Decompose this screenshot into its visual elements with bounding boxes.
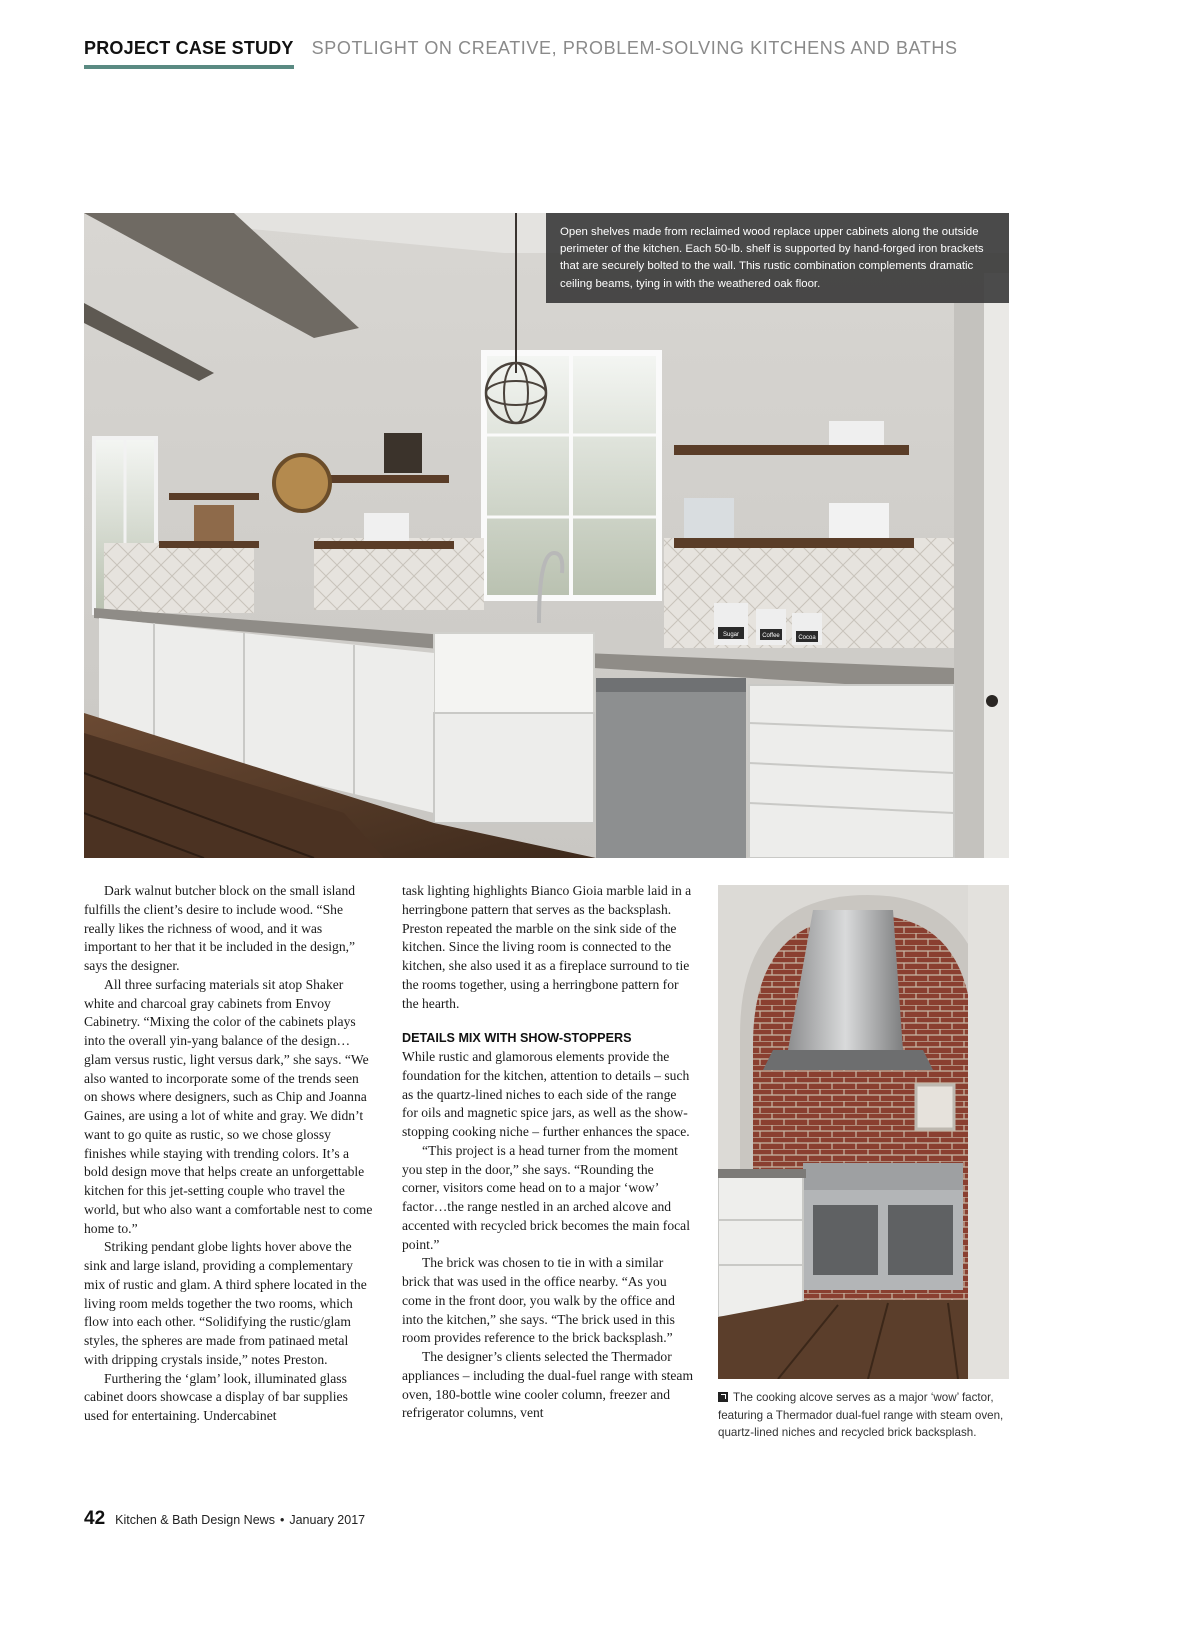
kitchen-sink-wall-photo xyxy=(84,213,1009,858)
jar-label-cocoa: Cocoa xyxy=(798,635,816,641)
page-number: 42 xyxy=(84,1508,106,1529)
section-subtitle: SPOTLIGHT ON CREATIVE, PROBLEM-SOLVING KITCHENS AND BATHS xyxy=(311,38,958,58)
publication-name: Kitchen & Bath Design News xyxy=(115,1513,275,1527)
jar-label-sugar: Sugar xyxy=(722,632,740,638)
paragraph: Striking pendant globe lights hover above the sink and large island, providing a complementary mix of rustic and glam. A third sphere located in the living room melds together the two rooms, which flow into each other. “Solidifying the rustic/glam styles, the spheres are made from patinaed metal with dripping crystals inside,” notes Preston. xyxy=(84,1239,367,1367)
body-column-2 xyxy=(402,882,694,1423)
footer-separator: • xyxy=(279,1513,285,1527)
page-footer xyxy=(84,1508,365,1530)
paragraph: Furthering the ‘glam’ look, illuminated glass cabinet doors showcase a display of bar supplies used for entertaining. Undercabinet xyxy=(84,1370,348,1423)
paragraph: “This project is a head turner from the moment you step in the door,” she says. “Rounding the corner, visitors come head on to a major ‘wow’ factor…the range nestled in an arched alcove and accented with recycled brick becomes the main focal point.” xyxy=(402,1142,690,1252)
body-column-1 xyxy=(84,882,374,1426)
cooking-alcove-photo xyxy=(718,885,1009,1379)
alcove-photo-caption xyxy=(718,1389,1010,1442)
section-label: PROJECT CASE STUDY xyxy=(84,38,294,69)
alcove-caption-text: The cooking alcove serves as a major ‘wow’ factor, featuring a Thermador dual-fuel range with steam oven, quartz-lined niches and recycled brick backsplash. xyxy=(718,1391,1004,1439)
paragraph: While rustic and glamorous elements provide the foundation for the kitchen, attention to details – such as the quartz-lined niches to each side of the range for oils and magnetic spice jars, as well as the show-stopping cooking niche – further enhances the space. xyxy=(402,1049,690,1139)
paragraph: task lighting highlights Bianco Gioia marble laid in a herringbone pattern that serves as the backsplash. Preston repeated the marble on the sink side of the kitchen. Since the living room is connected to the kitchen, she also used it as a fireplace surround to tie the rooms together, using a herringbone pattern for the hearth. xyxy=(402,883,692,1011)
jar-label-coffee: Coffee xyxy=(762,633,780,639)
main-photo-caption: Open shelves made from reclaimed wood replace upper cabinets along the outside perimeter of the kitchen. Each 50-lb. shelf is supported by hand-forged iron brackets that are securely bolted to the wall. This rustic combination complements dramatic ceiling beams, tying in with the weathered oak floor. xyxy=(546,213,1009,303)
paragraph: Dark walnut butcher block on the small island fulfills the client’s desire to include wood. “She really likes the richness of wood, and it was important to her that it be included in the design,” says the designer. xyxy=(84,883,356,973)
issue-date: January 2017 xyxy=(289,1513,366,1527)
paragraph: The designer’s clients selected the Thermador appliances – including the dual-fuel range with steam oven, 180-bottle wine cooler column, freezer and refrigerator columns, vent xyxy=(402,1349,694,1421)
section-subhead: DETAILS MIX WITH SHOW-STOPPERS xyxy=(402,1031,632,1046)
paragraph: All three surfacing materials sit atop Shaker white and charcoal gray cabinets from Envoy Cabinetry. “Mixing the color of the cabinets plays into the overall yin-yang balance of the design…glam versus rustic, light versus dark,” she says. “We also wanted to incorporate some of the trends seen on shows where designers, such as Chip and Joanna Gaines, are using a lot of white and gray. We didn’t want to go quite as rustic, so we chose glossy finishes while staying with trending colors. It’s a bold design move that helps create an unforgettable kitchen for this jet-setting couple who travel the world, but who also want a comfortable nest to come home to.” xyxy=(84,976,373,1236)
paragraph: The brick was chosen to tie in with a similar brick that was used in the office nearby. “As you come in the front door, you walk by the office and into the kitchen,” she says. “The brick used in this room provides reference to the brick backsplash.” xyxy=(402,1255,675,1346)
caption-arrow-icon xyxy=(718,1392,728,1402)
running-header xyxy=(84,38,958,69)
